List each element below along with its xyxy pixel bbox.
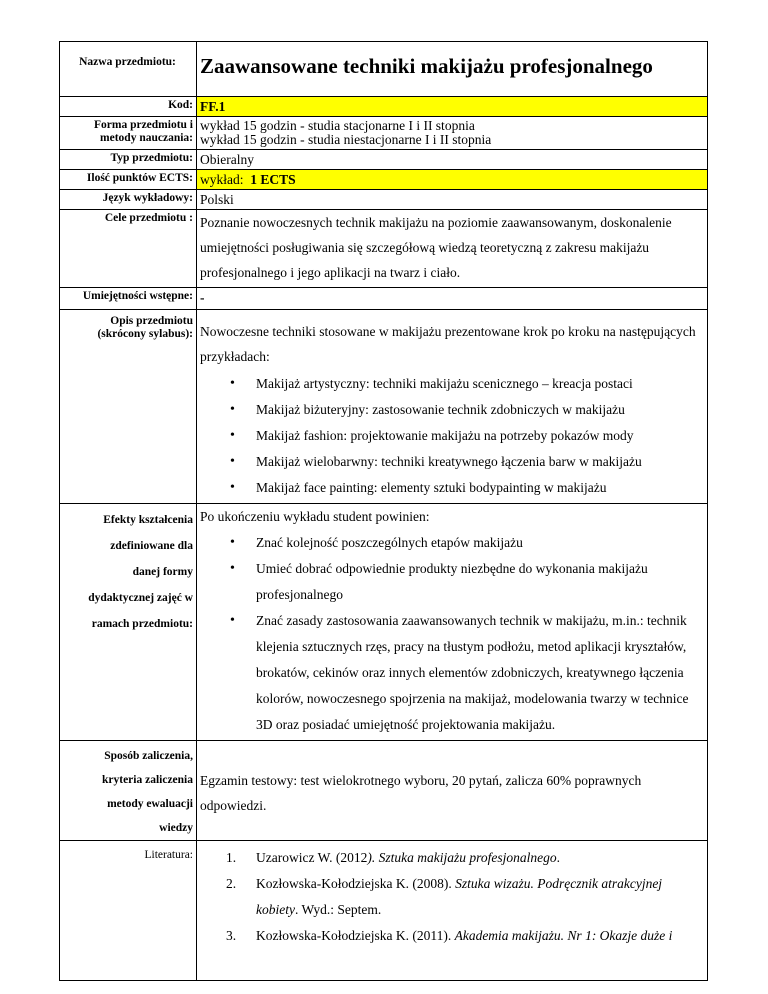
label-text: Język wykładowy: bbox=[102, 192, 193, 204]
list-item bbox=[226, 871, 703, 923]
literature-list bbox=[200, 845, 703, 949]
item-rest: . bbox=[556, 850, 560, 865]
code-value: FF.1 bbox=[200, 99, 226, 114]
label-text: Typ przedmiotu: bbox=[110, 152, 193, 164]
label-text: Cele przedmiotu : bbox=[104, 212, 193, 224]
label-goals bbox=[60, 210, 197, 288]
label-text: Kod: bbox=[168, 99, 193, 111]
label-text: Umiejętności wstępne: bbox=[82, 290, 193, 302]
list-item: • Makijaż face painting: elementy sztuki bodypainting w makijażu bbox=[256, 475, 703, 501]
item-author: Kozłowska-Kołodziejska K. (2008). bbox=[256, 876, 456, 891]
course-assessment bbox=[197, 741, 708, 841]
label-text: wiedzy bbox=[159, 822, 193, 834]
course-syllabus bbox=[197, 310, 708, 504]
row-assessment bbox=[60, 741, 708, 841]
label-literature bbox=[60, 841, 197, 981]
label-text: Sposób zaliczenia, bbox=[104, 750, 193, 762]
label-text: metody nauczania: bbox=[100, 132, 193, 144]
label-text: Nazwa przedmiotu: bbox=[79, 56, 176, 68]
item-number: 3. bbox=[226, 928, 237, 943]
item-title: Akademia makijażu. Nr 1: Okazje duże i bbox=[454, 928, 673, 943]
course-prerequisites bbox=[197, 288, 708, 310]
list-item: • Umieć dobrać odpowiednie produkty niezbędne do wykonania makijażu profesjonalnego bbox=[256, 556, 703, 608]
row-syllabus bbox=[60, 310, 708, 504]
item-number: 2. bbox=[226, 876, 237, 891]
row-language bbox=[60, 190, 708, 210]
label-text: Efekty kształcenia bbox=[103, 514, 193, 526]
row-type bbox=[60, 150, 708, 170]
course-title bbox=[197, 42, 708, 97]
row-effects bbox=[60, 504, 708, 741]
prerequisites-value: - bbox=[200, 290, 205, 305]
course-code bbox=[197, 97, 708, 117]
label-prerequisites bbox=[60, 288, 197, 310]
label-effects bbox=[60, 504, 197, 741]
course-literature bbox=[197, 841, 708, 981]
assessment-text: Egzamin testowy: test wielokrotnego wyboru, 20 pytań, zalicza 60% poprawnych odpowiedzi. bbox=[200, 773, 642, 813]
syllabus-list bbox=[200, 371, 703, 501]
row-ects bbox=[60, 170, 708, 190]
list-item bbox=[226, 845, 703, 871]
form-line: wykład 15 godzin - studia stacjonarne I i II stopnia bbox=[200, 118, 475, 133]
label-form bbox=[60, 117, 197, 150]
label-text: Opis przedmiotu bbox=[110, 315, 193, 327]
effects-intro: Po ukończeniu wykładu student powinien: bbox=[200, 509, 430, 524]
list-item bbox=[226, 923, 703, 949]
label-text: kryteria zaliczenia bbox=[101, 774, 193, 786]
language-value: Polski bbox=[200, 192, 234, 207]
type-value: Obieralny bbox=[200, 152, 254, 167]
list-item: • Znać kolejność poszczególnych etapów makijażu bbox=[256, 530, 703, 556]
effects-list bbox=[200, 530, 703, 738]
label-text: (skrócony sylabus): bbox=[97, 328, 193, 340]
label-syllabus bbox=[60, 310, 197, 504]
label-text: Literatura: bbox=[144, 849, 193, 861]
form-line: wykład 15 godzin - studia niestacjonarne I i II stopnia bbox=[200, 132, 492, 147]
course-effects bbox=[197, 504, 708, 741]
label-assessment bbox=[60, 741, 197, 841]
page-title: Zaawansowane techniki makijażu profesjonalnego bbox=[200, 54, 653, 78]
label-text: zdefiniowane dla bbox=[110, 540, 193, 552]
row-literature bbox=[60, 841, 708, 981]
label-text: Ilość punktów ECTS: bbox=[86, 172, 193, 184]
course-form bbox=[197, 117, 708, 150]
label-text: dydaktycznej zajęć w bbox=[88, 592, 193, 604]
label-ects bbox=[60, 170, 197, 190]
syllabus-intro: Nowoczesne techniki stosowane w makijażu prezentowane krok po kroku na następujących przykładach: bbox=[200, 324, 696, 364]
item-title: Sztuka wizażu. Podręcznik atrakcyjnej kobiety bbox=[256, 876, 663, 917]
row-code bbox=[60, 97, 708, 117]
row-course-name bbox=[60, 42, 708, 97]
row-goals bbox=[60, 210, 708, 288]
goals-text: Poznanie nowoczesnych technik makijażu na poziomie zaawansowanym, doskonalenie umiejętności posługiwania się szczegółową wiedzą teoretyczną z zakresu makijażu profesjonalnego i jego aplikacji na twarz i ciało. bbox=[200, 215, 672, 280]
label-text: ramach przedmiotu: bbox=[91, 618, 193, 630]
item-author: Uzarowicz W. (2012 bbox=[256, 850, 368, 865]
course-type bbox=[197, 150, 708, 170]
item-number: 1. bbox=[226, 850, 237, 865]
row-form bbox=[60, 117, 708, 150]
item-rest: . Wyd.: Septem. bbox=[294, 902, 382, 917]
row-prerequisites bbox=[60, 288, 708, 310]
label-text: danej formy bbox=[132, 566, 193, 578]
course-language bbox=[197, 190, 708, 210]
list-item: • Makijaż biżuteryjny: zastosowanie technik zdobniczych w makijażu bbox=[256, 397, 703, 423]
label-text: Forma przedmiotu i bbox=[93, 119, 193, 131]
label-type bbox=[60, 150, 197, 170]
list-item: • Znać zasady zastosowania zaawansowanych technik w makijażu, m.in.: technik klejenia sztucznych rzęs, pracy na tłustym podłożu, metod aplikacji kryształów, brokatów, cekinów oraz innych elementów zdobniczych, kreatywnego łączenia kolorów, nowoczesnego spojrzenia na makijaż, modelowania twarzy w technice 3D oraz posiadać umiejętność projektowania makijażu. bbox=[256, 608, 703, 738]
ects-value: 1 ECTS bbox=[250, 172, 296, 187]
label-course-name bbox=[60, 42, 197, 97]
course-ects bbox=[197, 170, 708, 190]
list-item: • Makijaż wielobarwny: techniki kreatywnego łączenia barw w makijażu bbox=[256, 449, 703, 475]
list-item: • Makijaż artystyczny: techniki makijażu scenicznego – kreacja postaci bbox=[256, 371, 703, 397]
label-language bbox=[60, 190, 197, 210]
course-syllabus-table bbox=[59, 41, 708, 981]
list-item: • Makijaż fashion: projektowanie makijażu na potrzeby pokazów mody bbox=[256, 423, 703, 449]
course-goals bbox=[197, 210, 708, 288]
label-code bbox=[60, 97, 197, 117]
item-author: Kozłowska-Kołodziejska K. (2011). bbox=[256, 928, 455, 943]
item-title: ). Sztuka makijażu profesjonalnego bbox=[367, 850, 557, 865]
ects-prefix: wykład: bbox=[200, 172, 244, 187]
label-text: metody ewaluacji bbox=[107, 798, 193, 810]
